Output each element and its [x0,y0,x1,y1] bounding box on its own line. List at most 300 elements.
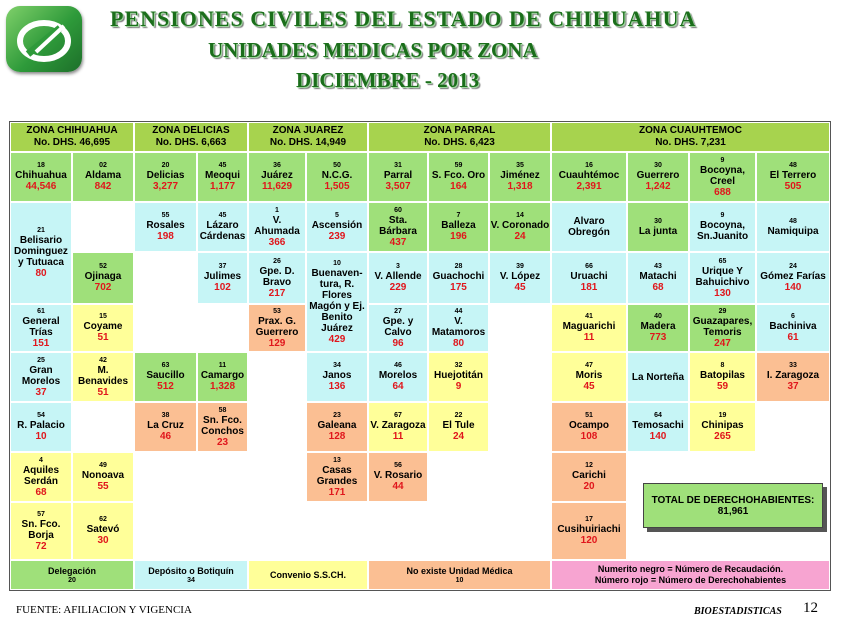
unit-dh: 366 [268,236,286,248]
legend-count: 20 [68,576,76,584]
zone-dhs: No. DHS. 6,423 [424,137,495,148]
unit-number: 45 [218,162,227,169]
unit-name: Morelos [378,370,418,381]
unit-cell [627,402,689,452]
unit-number: 30 [654,217,662,225]
unit-dh: 1,328 [209,381,236,392]
unit-name: Bocoyna, Sn.Juanito [696,220,749,242]
unit-number: 16 [585,162,593,169]
unit-dh: 1,242 [645,181,671,192]
unit-name: Gran Morelos [21,364,61,387]
unit-cell [551,402,627,452]
empty-cell [134,304,197,352]
unit-dh: 1,318 [507,181,533,192]
unit-cell [689,252,756,304]
unit-cell [10,152,72,202]
zone-header [248,122,368,152]
unit-dh: 437 [389,236,407,248]
unit-name: Gómez Farías [760,271,826,282]
unit-cell [72,252,134,304]
unit-number: 26 [273,257,281,265]
unit-name: Chinipas [701,420,744,431]
unit-name: Prax. G. Guerrero [255,315,299,338]
unit-number: 51 [585,412,593,419]
unit-cell [689,152,756,202]
unit-number: 10 [333,259,341,267]
unit-name: Cusihuiriachi [557,524,621,535]
unit-number: 61 [37,307,45,315]
unit-name: Ojinaga [84,271,122,282]
unit-dh: 64 [392,381,404,392]
unit-cell [306,352,368,402]
unit-number: 43 [654,263,662,270]
unit-number: 9 [720,212,725,219]
unit-name: Lázaro Cárdenas [199,220,246,242]
unit-name: Chihuahua [15,170,67,181]
unit-number: 25 [37,356,45,364]
unit-number: 17 [585,516,593,523]
unit-cell [551,452,627,502]
unit-dh: 140 [649,431,667,442]
unit-name: Matachi [639,271,677,282]
unit-name: Julimes [203,271,242,282]
page-title: PENSIONES CIVILES DEL ESTADO DE CHIHUAHUA [110,6,697,31]
unit-number: 19 [718,412,727,419]
unit-dh: 37 [787,381,799,392]
department-label: BIOESTADISTICAS [694,606,782,617]
legend-label: Numerito negro = Número de Recaudación. [597,564,784,574]
empty-cell [248,452,306,502]
unit-name: Saucillo [146,370,185,381]
unit-dh: 45 [514,282,526,293]
unit-cell [689,402,756,452]
unit-number: 54 [37,412,45,419]
unit-name: Uruachi [570,271,608,282]
unit-cell [10,202,72,304]
unit-dh: 171 [328,486,346,498]
unit-cell [248,202,306,252]
unit-dh: 136 [328,381,346,392]
unit-name: M. Benavides [77,364,129,387]
empty-cell [197,502,248,560]
empty-cell [489,352,551,402]
unit-number: 48 [789,217,797,225]
unit-dh: 102 [214,282,231,293]
unit-number: 41 [585,313,593,320]
unit-dh: 10 [35,431,47,442]
page-number: 12 [803,600,818,616]
unit-dh: 44,546 [25,181,57,192]
unit-cell [756,352,830,402]
unit-name: Maguarichi [562,321,616,332]
legend-item [248,560,368,590]
unit-dh: 11,629 [261,181,293,192]
unit-cell [368,304,428,352]
unit-number: 24 [789,263,797,270]
unit-name: Sn. Fco. Conchos [201,414,244,437]
unit-name: Galeana [317,420,357,431]
unit-name: R. Palacio [17,420,65,431]
unit-number: 56 [394,462,402,469]
unit-dh: 151 [32,337,50,349]
unit-dh: 773 [649,332,667,343]
unit-number: 59 [454,162,463,169]
empty-cell [428,502,489,560]
unit-name: Cuauhtémoc [558,170,620,181]
unit-dh: 96 [392,337,404,349]
unit-name: Huejotitán [434,370,483,381]
unit-dh: 1,505 [324,181,350,192]
unit-number: 34 [333,362,341,369]
unit-dh: 80 [452,337,465,349]
unit-name: V. López [499,271,541,282]
unit-number: 31 [394,162,402,169]
zone-dhs: No. DHS. 6,663 [155,137,227,148]
unit-number: 02 [99,162,107,169]
unit-dh: 24 [514,231,526,242]
empty-cell [368,502,428,560]
unit-number: 42 [99,356,107,364]
total-label: TOTAL DE DERECHOHABIENTES: [651,494,815,506]
unit-number: 3 [396,263,400,270]
empty-cell [756,402,830,452]
unit-number: 9 [720,156,725,164]
unit-dh: 51 [97,332,109,343]
unit-dh: 175 [450,282,467,293]
legend-item [551,560,830,590]
unit-cell [306,202,368,252]
unit-name: El Terrero [769,170,817,181]
page-subtitle: UNIDADES MEDICAS POR ZONA [208,38,538,62]
unit-dh: 198 [157,231,174,242]
unit-number: 45 [218,212,227,219]
unit-name: Janos [322,370,352,381]
unit-name: Batopilas [699,370,745,381]
unit-number: 50 [333,162,341,169]
unit-name: General Trías [22,315,60,338]
unit-name: V. Ahumada [254,214,300,237]
unit-name: Ascensión [311,220,363,231]
unit-number: 37 [218,263,227,270]
unit-cell [368,152,428,202]
unit-cell [689,304,756,352]
unit-dh: 80 [35,268,47,279]
unit-number: 44 [454,307,463,315]
unit-name: Camargo [200,370,245,381]
unit-dh: 1,177 [209,181,236,192]
empty-cell [489,304,551,352]
empty-cell [72,202,134,252]
zone-name: ZONA JUAREZ [272,125,344,136]
unit-dh: 239 [328,231,346,242]
unit-dh: 45 [583,381,595,392]
legend-item [10,560,134,590]
unit-number: 12 [585,462,593,469]
unit-name: La junta [638,225,678,237]
unit-dh: 9 [455,381,462,392]
unit-number: 7 [456,212,461,219]
unit-cell [627,304,689,352]
unit-number: 1 [275,206,279,214]
unit-dh: 59 [716,381,729,392]
unit-cell [368,402,428,452]
unit-cell [368,352,428,402]
unit-dh: 130 [714,287,731,299]
unit-number: 5 [335,212,339,219]
empty-cell [248,402,306,452]
unit-number: 32 [454,362,463,369]
unit-name: El Tule [442,420,475,431]
unit-number: 48 [789,162,797,169]
unit-number: 8 [720,362,725,369]
unit-cell [197,202,248,252]
unit-cell [627,202,689,252]
unit-dh: 61 [787,332,799,343]
unit-name: Coyame [83,321,123,332]
zone-dhs: No. DHS. 14,949 [269,137,347,148]
unit-name: Nonoava [81,470,125,481]
unit-dh: 72 [35,540,47,552]
zone-header [134,122,248,152]
source-note: FUENTE: AFILIACION Y VIGENCIA [16,604,192,616]
zone-dhs: No. DHS. 7,231 [655,137,726,148]
unit-cell [627,352,689,402]
unit-name: I. Zaragoza [766,370,820,381]
unit-dh: 46 [159,431,172,442]
unit-dh: 128 [328,431,346,442]
zone-name: ZONA CUAUHTEMOC [639,125,742,136]
unit-number: 55 [161,212,170,219]
legend-label: Depósito o Botiquín [148,565,234,576]
unit-cell [627,152,689,202]
unit-dh: 217 [268,287,286,299]
unit-cell [689,202,756,252]
unit-name: Parral [383,170,413,181]
unit-number: 28 [454,263,463,270]
unit-name: N.C.G. [321,170,353,181]
unit-cell [72,152,134,202]
unit-name: V. Allende [374,271,422,282]
unit-name: Aldama [84,170,122,181]
empty-cell [197,304,248,352]
unit-dh: 229 [389,282,407,293]
unit-cell [428,304,489,352]
zone-header [551,122,830,152]
unit-number: 49 [99,462,107,469]
unit-name: Belisario Dominguez y Tutuaca [14,235,68,268]
unit-name: Aquiles Serdán [22,464,60,487]
zone-name: ZONA PARRAL [423,125,496,136]
unit-number: 52 [99,263,107,270]
page-date: DICIEMBRE - 2013 [296,68,480,92]
empty-cell [248,502,306,560]
unit-number: 20 [161,162,170,169]
empty-cell [197,452,248,502]
unit-dh: 55 [97,481,109,492]
unit-name: V. Zaragoza [370,420,426,431]
unit-number: 67 [394,412,402,419]
unit-number: 18 [37,162,45,169]
unit-cell [306,402,368,452]
empty-cell [306,502,368,560]
unit-cell [368,252,428,304]
unit-number: 22 [454,412,463,419]
legend-count: 10 [455,576,464,584]
unit-cell [306,452,368,502]
unit-cell [551,152,627,202]
unit-name: Juárez [261,170,293,181]
unit-cell [248,152,306,202]
unit-number: 53 [273,307,281,315]
unit-cell [551,252,627,304]
unit-name: Bocoyna, Creel [699,164,745,187]
unit-name: S. Fco. Oro [431,170,486,181]
unit-number: 39 [516,263,524,270]
empty-cell [489,452,551,502]
unit-cell [368,452,428,502]
unit-cell [551,502,627,560]
unit-number: 63 [161,362,170,369]
unit-number: 11 [218,362,227,369]
unit-number: 4 [39,456,43,464]
unit-name: Jiménez [500,170,540,181]
legend-label: No existe Unidad Médica [406,565,513,576]
unit-number: 46 [394,362,402,369]
unit-dh: 429 [328,333,346,345]
unit-name: Guerrero [636,170,680,181]
unit-name: Satevó [86,524,120,535]
unit-number: 40 [654,313,662,320]
unit-name: Delicias [146,170,185,181]
unit-cell [428,402,489,452]
empty-cell [72,402,134,452]
unit-name: Guazapares, Temoris [692,315,753,338]
unit-cell [551,202,627,252]
unit-cell [756,252,830,304]
unit-dh: 3,277 [152,181,179,192]
unit-name: Ocampo [568,420,609,431]
legend-label: Convenio S.S.CH. [269,569,346,580]
unit-cell [72,304,134,352]
unit-cell [428,202,489,252]
logo-swoosh-icon [6,6,82,72]
unit-cell [689,352,756,402]
unit-number: 30 [654,162,662,169]
unit-cell [428,152,489,202]
logo [6,6,82,72]
legend-count: 34 [187,576,195,584]
unit-cell [197,152,248,202]
unit-dh: 30 [97,535,109,546]
unit-number: 29 [718,307,727,315]
unit-dh: 688 [714,186,731,198]
empty-cell [489,402,551,452]
unit-dh: 196 [450,231,467,242]
unit-number: 35 [516,162,524,169]
unit-cell [10,304,72,352]
unit-cell [134,352,197,402]
unit-name: La Norteña [631,371,685,383]
unit-name: V. Coronado [490,220,550,231]
unit-dh: 108 [580,431,598,442]
unit-dh: 265 [714,431,731,442]
legend-item [134,560,248,590]
unit-name: Meoqui [205,170,240,181]
unit-name: Gpe. D. Bravo [259,265,295,288]
unit-number: 58 [218,406,227,414]
unit-dh: 120 [580,535,598,546]
unit-dh: 181 [580,282,598,293]
unit-cell [756,152,830,202]
unit-name: Rosales [146,220,185,231]
unit-name: Alvaro Obregón [568,216,610,238]
unit-dh: 505 [784,181,802,192]
unit-number: 60 [394,206,402,214]
unit-dh: 129 [268,337,286,349]
unit-dh: 68 [35,486,47,498]
unit-number: 65 [718,257,727,265]
unit-cell [197,402,248,452]
unit-cell [489,202,551,252]
unit-dh: 2,391 [576,181,602,192]
unit-cell [10,502,72,560]
unit-cell [306,252,368,352]
unit-name: Carichi [572,470,606,481]
unit-cell [489,152,551,202]
unit-number: 13 [333,456,341,464]
unit-name: V. Rosario [373,470,423,481]
zone-name: ZONA CHIHUAHUA [26,125,118,136]
unit-name: Sta. Bárbara [379,214,417,237]
unit-cell [134,202,197,252]
unit-cell [248,252,306,304]
unit-name: Gpe. y Calvo [382,315,414,338]
unit-name: Urique Y Bahuichivo [695,265,750,288]
unit-number: 6 [791,313,795,320]
unit-name: Sn. Fco. Borja [21,518,61,541]
unit-name: Casas Grandes [316,464,358,487]
unit-name: Guachochi [432,271,485,282]
empty-cell [489,502,551,560]
unit-cell [428,252,489,304]
unit-cell [551,304,627,352]
unit-cell [72,452,134,502]
unit-cell [72,502,134,560]
unit-number: 57 [37,510,45,518]
unit-number: 47 [585,362,593,369]
unit-cell [489,252,551,304]
unit-cell [248,304,306,352]
unit-cell [368,202,428,252]
unit-name: Moris [575,370,603,381]
empty-cell [134,452,197,502]
unit-cell [197,352,248,402]
unit-number: 66 [585,263,593,270]
unit-cell [72,352,134,402]
unit-dh: 44 [392,481,404,492]
unit-number: 33 [789,362,797,369]
unit-dh: 51 [97,386,109,398]
unit-name: Bachiniva [769,321,817,332]
legend-label: Número rojo = Número de Derechohabientes [594,575,787,585]
unit-number: 21 [37,227,45,234]
total-value: 81,961 [717,505,749,517]
unit-number: 64 [654,412,662,419]
unit-number: 23 [333,412,341,419]
unit-number: 15 [99,313,107,320]
legend-label: Delegación [47,565,96,576]
unit-cell [756,304,830,352]
